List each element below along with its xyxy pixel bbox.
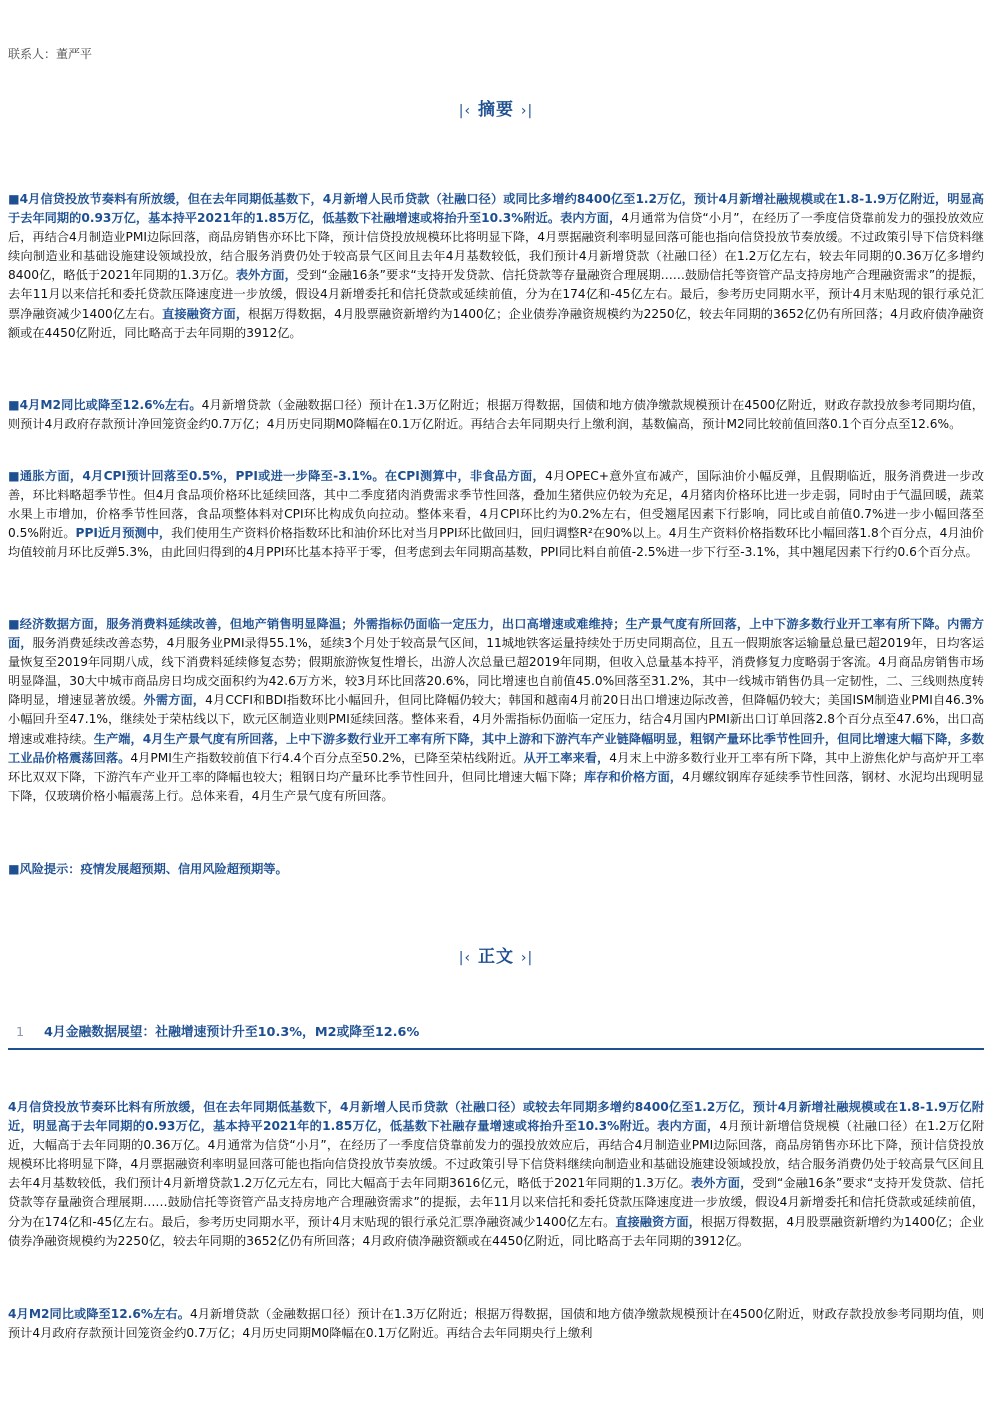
text-run: 4月OPEC+意外宣布减产，国际油价小幅反弹，且假期临近，服务消费进一步改善，环比料略超季节性。但4月食品项价格环比延续回落，其中二季度猪肉消费需求季节性回落，叠加生猪供应仍较为充足，4月猪肉价格环比进一步走弱，同时由于气温回暖，蔬菜水果上市增加，价格季节性回落，食品项整体料对CPI环比构成负向拉动。整体来看，4月CPI环比约为0.2%左右，但受翘尾因素下行影响，同比或自前值0.7%进一步小幅回落至0.5%附近。 — [8, 469, 984, 541]
body-paragraph-credit — [8, 1098, 984, 1251]
body-title-text: 正文 — [478, 947, 514, 967]
bold-run: 直接融资方面， — [162, 306, 249, 321]
summary-title — [0, 98, 992, 123]
bold-run: 4月信贷投放节奏环比料有所放缓，但在去年同期低基数下，4月新增人民币贷款（社融口径）或较去年同期多增约8400亿至1.2万亿，预计4月新增社融规模或在1.8-1.9万亿附近，明显高于去年同期的0.93万亿，基本持平2021年的1.85万亿，低基数下社融存量增速或将抬升至10.3%附近。表内方面， — [8, 1100, 984, 1134]
bold-run: ■4月M2同比或降至12.6%左右。 — [8, 398, 202, 412]
bold-run: 表外方面， — [235, 268, 297, 283]
bold-run: 直接融资方面， — [615, 1214, 701, 1229]
text-run: 受到“金融16条”要求“支持开发贷款、信托贷款等存量融资合理展期……鼓励信托等资管产品支持房地产合理融资需求”的提振，去年11月以来信托和委托贷款压降速度进一步放缓，假设4月新增委托和信托贷款或延续前值，分为在174亿和-45亿左右。最后，参考历史同期水平，预计4月末贴现的银行承兑汇票净融资减少1400亿左右。 — [8, 1176, 985, 1229]
summary-paragraph-economy — [8, 615, 984, 806]
bold-run: 库存和价格方面， — [583, 769, 683, 784]
section-heading-text: 4月金融数据展望：社融增速预计升至10.3%，M2或降至12.6% — [44, 1025, 420, 1040]
summary-paragraph-m2 — [8, 396, 984, 434]
bold-run: ■通胀方面，4月CPI预计回落至0.5%，PPI或进一步降至-3.1%。在CPI测算中，非食品方面， — [8, 469, 546, 483]
summary-paragraph-risk — [8, 860, 984, 879]
text-run: 4月CCFI和BDI指数环比小幅回升，但同比降幅仍较大；韩国和越南4月前20日出口增速边际改善，但降幅仍较大；美国ISM制造业PMI自46.3%小幅回升至47.1%，继续处于荣枯线以下，欧元区制造业则PMI延续回落。整体来看，4月外需指标仍面临一定压力，结合4月国内PMI新出口订单回落2.8个百分点至47.6%，出口高增速或难持续。 — [8, 693, 985, 746]
bold-run: PPI近月预测中， — [75, 526, 172, 541]
bold-run: ■4月信贷投放节奏料有所放缓，但在去年同期低基数下，4月新增人民币贷款（社融口径）或同比多增约8400亿至1.2万亿，预计4月新增社融规模或在1.8-1.9万亿附近，明显高于去年同期的0.93万亿，基本持平2021年的1.85万亿，低基数下社融增速或将抬升至10.3%附近。表内方面， — [8, 192, 984, 226]
summary-paragraph-credit — [8, 190, 984, 343]
bold-run: 表外方面， — [690, 1176, 753, 1191]
summary-title-text: 摘要 — [478, 100, 514, 120]
text-run: 受到“金融16条”要求“支持开发贷款、信托贷款等存量融资合理展期……鼓励信托等资管产品支持房地产合理融资需求”的提振，去年11月以来信托和委托贷款压降速度进一步放缓，假设4月新增委托和信托贷款或延续前值，分为在174亿和-45亿左右。最后，参考历史同期水平，预计4月末贴现的银行承兑汇票净融资减少1400亿左右。 — [8, 268, 985, 321]
section-heading-1 — [8, 1022, 984, 1050]
body-paragraph-m2 — [8, 1305, 984, 1343]
text-run: 我们使用生产资料价格指数环比和油价环比对当月PPI环比做回归，回归调整R²在90%以上。4月生产资料价格指数环比小幅回落1.8个百分点，4月油价均值较前月环比反弹5.3%，由此回归得到的4月PPI环比基本持平于零，但考虑到去年同期高基数，PPI同比料自前值-2.5%进一步下行至-3.1%，其中翘尾因素下行约0.6个百分点。 — [8, 526, 984, 560]
text-run: 4月预计新增信贷规模（社融口径）在1.2万亿附近，大幅高于去年同期的0.36万亿。4月通常为信贷“小月”，在经历了一季度信贷靠前发力的强投放效应后，再结合4月制造业PMI边际回落，商品房销售亦环比下降，预计信贷投放规模环比将明显下降，4月票据融资利率明显回落可能也指向信贷投放节奏放缓。不过政策引导下信贷料继续向制造业和基础设施建设领域投放，结合服务消费仍处于较高景气区间且去年4月基数较低，我们预计4月新增贷款1.2万亿元左右，同比大幅高于去年同期3616亿元，略低于2021年同期的1.3万亿。 — [8, 1119, 985, 1191]
text-run: 4月通常为信贷“小月”，在经历了一季度信贷靠前发力的强投放效应后，再结合4月制造业PMI边际回落，商品房销售亦环比下降，预计信贷投放规模环比将明显下降，4月票据融资利率明显回落可能也指向信贷投放节奏放缓。不过政策引导下信贷料继续向制造业和基础设施建设领域投放，结合服务消费仍处于较高景气区间且去年4月基数较低，我们预计4月新增贷款（社融口径）在1.2万亿左右，较去年同期的0.36万亿多增约8400亿，略低于2021年同期的1.3万亿。 — [8, 211, 984, 283]
text-run: 4月末上中游多数行业开工率有所下降，其中上游焦化炉与高炉开工率环比双双下降，下游汽车产业开工率的降幅也较大；粗钢日均产量环比季节性回升，但同比增速大幅下降； — [8, 750, 985, 784]
title-divider-right: ›| — [520, 950, 534, 966]
text-run: 4月新增贷款（金融数据口径）预计在1.3万亿附近；根据万得数据，国债和地方债净缴款规模预计在4500亿附近，财政存款投放参考同期均值，则预计4月政府存款预计回笼资金约0.7万亿；4月历史同期M0降幅在0.1万亿附近。再结合去年同期央行上缴利 — [8, 1307, 985, 1341]
bold-run: 生产端，4月生产景气度有所回落，上中下游多数行业开工率有所下降，其中上游和下游汽车产业链降幅明显，粗钢产量环比季节性回升，但同比增速大幅下降，多数工业品价格震荡回落。 — [8, 731, 984, 765]
body-title — [0, 945, 992, 970]
bold-run: 4月M2同比或降至12.6%左右。 — [8, 1307, 190, 1321]
text-run: 4月新增贷款（金融数据口径）预计在1.3万亿附近；根据万得数据，国债和地方债净缴款规模预计在4500亿附近，财政存款投放参考同期均值，则预计4月政府存款预计净回笼资金约0.7万亿；4月历史同期M0降幅在0.1万亿附近。再结合去年同期央行上缴利润，基数偏高，预计M2同比较前值回落0.1个百分点至12.6%。 — [8, 398, 984, 432]
title-divider-left: |‹ — [458, 103, 472, 119]
text-run: 4月PMI生产指数较前值下行4.4个百分点至50.2%，已降至荣枯线附近。 — [130, 750, 524, 765]
title-divider-right: ›| — [520, 103, 534, 119]
title-divider-left: |‹ — [458, 950, 472, 966]
text-run: 4月螺纹钢库存延续季节性回落，钢材、水泥均出现明显下降，仅玻璃价格小幅震荡上行。总体来看，4月生产景气度有所回落。 — [8, 769, 984, 803]
bold-run: ■风险提示：疫情发展超预期、信用风险超预期等。 — [8, 862, 288, 876]
text-run: 根据万得数据，4月股票融资新增约为1400亿；企业债券净融资规模约为2250亿，较去年同期的3652亿仍有所回落；4月政府债净融资额或在4450亿附近，同比略高于去年同期的3912亿。 — [8, 306, 984, 340]
text-run: 根据万得数据，4月股票融资新增约为1400亿；企业债券净融资规模约为2250亿，较去年同期的3652亿仍有所回落；4月政府债净融资额或在4450亿附近，同比略高于去年同期的3912亿。 — [8, 1214, 984, 1248]
bold-run: ■经济数据方面，服务消费料延续改善，但地产销售明显降温；外需指标仍面临一定压力，出口高增速或难维持；生产景气度有所回落，上中下游多数行业开工率有所下降。内需方面， — [8, 617, 984, 651]
section-number: 1 — [16, 1025, 25, 1040]
contact-person: 联系人：董严平 — [8, 47, 93, 61]
summary-paragraph-inflation — [8, 467, 984, 562]
bold-run: 外需方面， — [143, 693, 206, 708]
bold-run: 从开工率来看， — [523, 750, 610, 765]
text-run: 服务消费延续改善态势，4月服务业PMI录得55.1%，延续3个月处于较高景气区间，11城地铁客运量持续处于历史同期高位，且五一假期旅客运输量总量已超2019年，日均客运量恢复至2019年同期八成，线下消费料延续修复态势；假期旅游恢复性增长，出游人次总量已超2019年同期，但收入总量基本持平，消费修复力度略弱于客流。4月商品房销售市场明显降温，30大中城市商品房日均成交面积约为42.6万方米，较3月环比回落20.6%，同比增速也自前值45.0%回落至31.2%，其中一线城市销售仍具一定韧性，二、三线则热度转降明显，增速显著放缓。 — [8, 636, 985, 708]
